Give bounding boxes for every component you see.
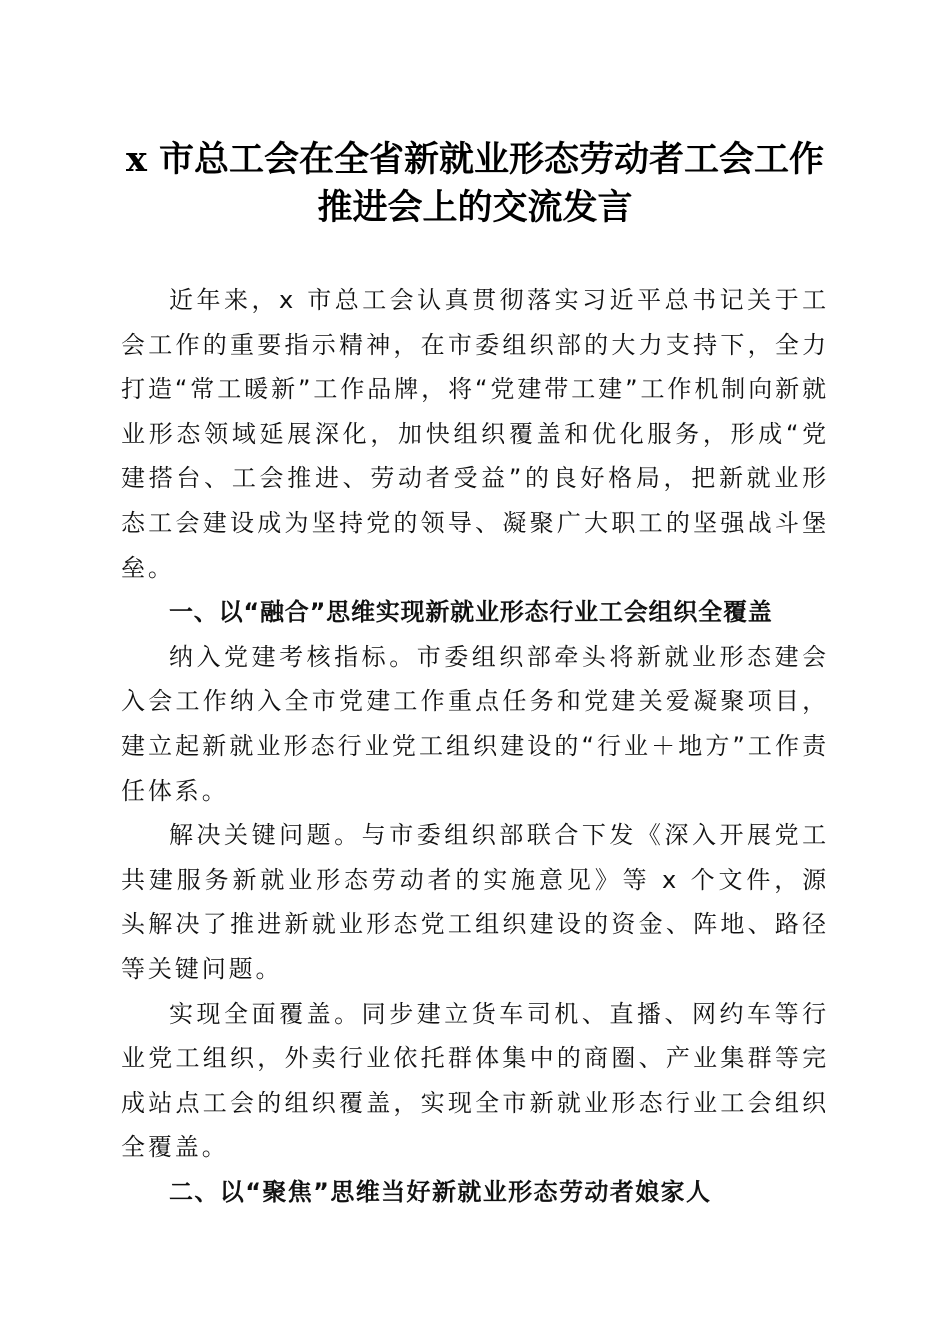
section-2-heading: 二、以“聚焦”思维当好新就业形态劳动者娘家人 [169,1177,712,1206]
intro-paragraph: 近年来，x 市总工会认真贯彻落实习近平总书记关于工会工作的重要指示精神，在市委组织部的大力支持下，全力打造“常工暖新”工作品牌，将“党建带工建”工作机制向新就业形态领域延展深化，加快组织覆盖和优化服务，形成“党建搭台、工会推进、劳动者受益”的良好格局，把新就业形态工会建设成为坚持党的领导、凝聚广大职工的坚强战斗堡垒。 [121,286,829,582]
title-line-1: x 市总工会在全省新就业形态劳动者工会工作 [125,139,825,180]
document-body [121,278,829,1214]
title-line-2: 推进会上的交流发言 [317,187,633,228]
document-title [100,136,850,232]
section-1-heading: 一、以“融合”思维实现新就业形态行业工会组织全覆盖 [169,598,773,627]
section-1-paragraph-1: 纳入党建考核指标。市委组织部牵头将新就业形态建会入会工作纳入全市党建工作重点任务和党建关爱凝聚项目，建立起新就业形态行业党工组织建设的“行业＋地方”工作责任体系。 [121,642,829,805]
section-1-paragraph-3: 实现全面覆盖。同步建立货车司机、直播、网约车等行业党工组织，外卖行业依托群体集中的商圈、产业集群等完成站点工会的组织覆盖，实现全市新就业形态行业工会组织全覆盖。 [121,999,829,1162]
section-1-paragraph-2: 解决关键问题。与市委组织部联合下发《深入开展党工共建服务新就业形态劳动者的实施意见》等 x 个文件，源头解决了推进新就业形态党工组织建设的资金、阵地、路径等关键问题。 [121,821,829,983]
